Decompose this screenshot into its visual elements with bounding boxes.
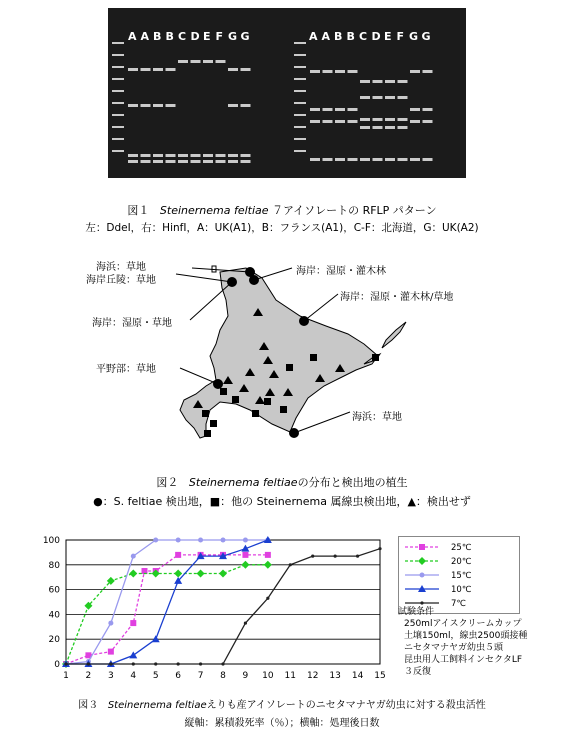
gel-band [166, 104, 176, 107]
data-point [221, 538, 226, 543]
gel-lane-label: G [421, 30, 431, 43]
gel-band [191, 160, 201, 163]
map-label-left-mid: 海岸：湿原・草地 [92, 318, 172, 329]
site-square [286, 364, 293, 371]
gel-band [335, 108, 345, 111]
data-point [176, 538, 181, 543]
gel-band [398, 118, 408, 121]
gel-band [216, 160, 226, 163]
legend-label: 20℃ [451, 557, 472, 567]
data-point [418, 557, 426, 565]
gel-lane-label: B [165, 30, 174, 43]
gel-band [373, 126, 383, 129]
gel-lane-label: B [153, 30, 162, 43]
gel-lane-label: B [334, 30, 343, 43]
fig3-caption-title: 図３ Steinernema feltiaeえりも産アイソレートのニセタマナヤガ幼虫に対する殺虫活性 [78, 700, 486, 711]
gel-band [348, 70, 358, 73]
data-point [419, 544, 425, 550]
x-tick-label: 7 [197, 671, 204, 681]
gel-band [153, 104, 163, 107]
data-point [265, 552, 271, 558]
site-square [204, 430, 211, 437]
gel-lane-label: D [371, 30, 381, 43]
data-point [242, 552, 248, 558]
gel-band [360, 96, 370, 99]
gel-lane-label: A [128, 30, 137, 43]
gel-band [385, 158, 395, 161]
map-label-right-mid: 海岸：湿原・灌木林/草地 [340, 292, 454, 303]
y-tick-label: 60 [48, 585, 60, 596]
gel-band [153, 160, 163, 163]
gel-band [423, 158, 433, 161]
data-point [244, 621, 247, 624]
legend-entry [405, 543, 472, 553]
x-tick-label: 13 [329, 671, 341, 681]
gel-band [385, 80, 395, 83]
data-point [153, 538, 158, 543]
ladder-band [112, 126, 124, 128]
site-square [310, 354, 317, 361]
gel-band [128, 104, 138, 107]
x-tick-label: 11 [284, 671, 297, 681]
ladder-band [112, 138, 124, 140]
gel-band [310, 108, 320, 111]
data-point [420, 573, 425, 578]
kunashiri-island [382, 322, 406, 348]
gel-lane-label: F [396, 30, 405, 43]
site-square [264, 398, 271, 405]
data-point [154, 662, 157, 665]
ladder-band [294, 42, 306, 44]
map-label-top-left-2: 海岸丘陵：草地 [86, 275, 156, 286]
gel-band [153, 68, 163, 71]
gel-lane-label: G [240, 30, 250, 43]
data-point [87, 662, 90, 665]
ladder-band [112, 66, 124, 68]
ladder-band [112, 54, 124, 56]
gel-band [398, 158, 408, 161]
x-tick-label: 8 [220, 671, 226, 681]
data-point [64, 662, 67, 665]
x-tick-label: 3 [107, 671, 114, 681]
gel-band [360, 158, 370, 161]
site-square [210, 420, 217, 427]
gel-band [323, 158, 333, 161]
gel-lane-label: E [203, 30, 211, 43]
gel-band [323, 108, 333, 111]
gel-band [348, 108, 358, 111]
gel-band [228, 154, 238, 157]
site-square [202, 410, 209, 417]
ladder-band [112, 102, 124, 104]
legend-label: 25℃ [451, 543, 472, 553]
data-point [334, 555, 337, 558]
data-point [175, 552, 181, 558]
ladder-band [294, 66, 306, 68]
map-label-top-left-1: 海浜：草地 [96, 262, 146, 273]
gel-band [203, 60, 213, 63]
ladder-band [294, 54, 306, 56]
condition-line: 250mlアイスクリームカップ [404, 619, 522, 629]
gel-band [360, 126, 370, 129]
x-tick-label: 15 [374, 671, 386, 681]
gel-band [373, 158, 383, 161]
gel-band [373, 96, 383, 99]
site-square [220, 388, 227, 395]
x-tick-label: 4 [130, 671, 137, 681]
gel-band [241, 154, 251, 157]
ladder-band [112, 42, 124, 44]
gel-lane-label: A [309, 30, 318, 43]
gel-band [398, 126, 408, 129]
gel-band [203, 154, 213, 157]
ladder-band [294, 138, 306, 140]
fig2-caption-title: 図２ Steinernema feltiaeの分布と検出地の植生 [156, 476, 408, 489]
gel-band [141, 154, 151, 157]
ladder-band [112, 114, 124, 116]
legend-entry [405, 571, 472, 581]
gel-band [178, 60, 188, 63]
gel-band [335, 158, 345, 161]
x-tick-label: 9 [242, 671, 249, 681]
gel-band [166, 68, 176, 71]
gel-band [241, 160, 251, 163]
site-square [280, 406, 287, 413]
gel-band [216, 154, 226, 157]
fig2-legend: ●：S. feltiae 検出地，■：他の Steinernema 属線虫検出地，▲：検出せず [93, 495, 471, 508]
gel-band [141, 68, 151, 71]
gel-band [385, 126, 395, 129]
data-point [198, 538, 203, 543]
chart-legend [398, 536, 520, 614]
x-tick-label: 12 [306, 671, 319, 681]
data-point [311, 555, 314, 558]
data-point [420, 601, 423, 604]
gel-band [178, 154, 188, 157]
legend-entry [405, 585, 472, 595]
gel-band [410, 120, 420, 123]
data-point [266, 597, 269, 600]
gel-band [128, 68, 138, 71]
gel-band [310, 120, 320, 123]
ladder-band [112, 78, 124, 80]
gel-lane-label: B [346, 30, 355, 43]
gel-band [128, 160, 138, 163]
fig3-caption-subtitle: 縦軸：累積殺死率（％）；横軸：処理後日数 [184, 718, 380, 729]
gel-band [398, 96, 408, 99]
map-label-top-right: 海岸：湿原・灌木林 [296, 266, 386, 277]
map-label-bottom-right: 海浜：草地 [352, 412, 402, 423]
legend-label: 7℃ [451, 599, 466, 609]
gel-band [335, 70, 345, 73]
conditions-title: 試験条件 [398, 607, 435, 617]
y-tick-label: 40 [48, 610, 60, 621]
condition-line: 土壌150ml，線虫2500頭接種 [404, 631, 528, 641]
gel-band [423, 108, 433, 111]
gel-band [228, 104, 238, 107]
gel-band [348, 120, 358, 123]
gel-band [410, 108, 420, 111]
fig1-caption-title: 図１ Steinernema feltiae ７アイソレートの RFLP パターン [127, 204, 437, 217]
x-tick-label: 1 [63, 671, 69, 681]
ladder-band [294, 126, 306, 128]
gel-lane-label: D [190, 30, 200, 43]
gel-lane-label: G [228, 30, 238, 43]
gel-lane-label: C [178, 30, 187, 43]
data-point [243, 538, 248, 543]
x-tick-label: 14 [351, 671, 364, 681]
x-tick-label: 5 [152, 671, 159, 681]
gel-band [203, 160, 213, 163]
site-square [252, 410, 259, 417]
gel-band [166, 160, 176, 163]
data-point [131, 554, 136, 559]
gel-band [398, 80, 408, 83]
condition-line: ３反復 [404, 667, 432, 677]
x-tick-label: 2 [85, 671, 92, 681]
gel-band [373, 80, 383, 83]
gel-band [141, 104, 151, 107]
legend-label: 15℃ [451, 571, 472, 581]
gel-band [323, 70, 333, 73]
gel-band [423, 120, 433, 123]
legend-label: 10℃ [451, 585, 472, 595]
gel-band [216, 60, 226, 63]
gel-band [153, 154, 163, 157]
gel-band [228, 68, 238, 71]
y-tick-label: 20 [48, 635, 60, 646]
gel-band [228, 160, 238, 163]
site-square [232, 396, 239, 403]
gel-band [360, 118, 370, 121]
ladder-band [294, 102, 306, 104]
gel-band [310, 70, 320, 73]
data-point [132, 662, 135, 665]
y-tick-label: 0 [54, 660, 60, 670]
gel-band [166, 154, 176, 157]
y-tick-label: 100 [42, 536, 60, 546]
data-point [221, 662, 224, 665]
data-point [356, 555, 359, 558]
gel-lane-label: G [409, 30, 419, 43]
gel-band [348, 158, 358, 161]
condition-line: ニセタマナヤガ幼虫５頭 [404, 643, 504, 653]
data-point [378, 547, 381, 550]
ladder-band [294, 150, 306, 152]
ladder-band [294, 78, 306, 80]
ladder-band [294, 90, 306, 92]
x-tick-label: 6 [175, 671, 182, 681]
gel-band [241, 104, 251, 107]
gel-band [410, 158, 420, 161]
data-point [108, 621, 113, 626]
data-point [130, 620, 136, 626]
fig1-caption-subtitle: 左：DdeⅠ，右：HinfⅠ，A：UK(A1)，B：フランス(A1)，C-F：北海道，G：UK(A2) [85, 222, 479, 234]
map-label-left-low: 平野部：草地 [96, 364, 156, 375]
data-point [199, 662, 202, 665]
gel-band [385, 118, 395, 121]
gel-band [141, 160, 151, 163]
gel-band [360, 80, 370, 83]
data-point [108, 649, 114, 655]
ladder-band [294, 114, 306, 116]
site-square [372, 354, 379, 361]
legend-entry [405, 557, 472, 567]
data-point [109, 662, 112, 665]
gel-band [410, 70, 420, 73]
gel-band [178, 160, 188, 163]
gel-lane-label: A [140, 30, 150, 43]
gel-band [385, 96, 395, 99]
test-conditions [398, 606, 527, 678]
y-tick-label: 80 [48, 560, 60, 571]
ladder-band [112, 150, 124, 152]
gel-band [310, 158, 320, 161]
gel-band [335, 120, 345, 123]
gel-band [241, 68, 251, 71]
gel-band [323, 120, 333, 123]
ladder-band [112, 90, 124, 92]
mortality-chart [30, 530, 390, 692]
gel-band [191, 60, 201, 63]
data-point [289, 563, 292, 566]
gel-lane-label: A [321, 30, 331, 43]
gel-band [191, 154, 201, 157]
gel-band [373, 118, 383, 121]
gel-lane-label: F [215, 30, 224, 43]
gel-band [128, 154, 138, 157]
legend-swatches [399, 537, 519, 613]
gel-lane-label: E [384, 30, 392, 43]
gel-lane-label: C [359, 30, 368, 43]
condition-line: 昆虫用人工飼料インセクタLF [404, 655, 523, 665]
x-tick-label: 10 [262, 671, 274, 681]
gel-band [423, 70, 433, 73]
data-point [177, 662, 180, 665]
